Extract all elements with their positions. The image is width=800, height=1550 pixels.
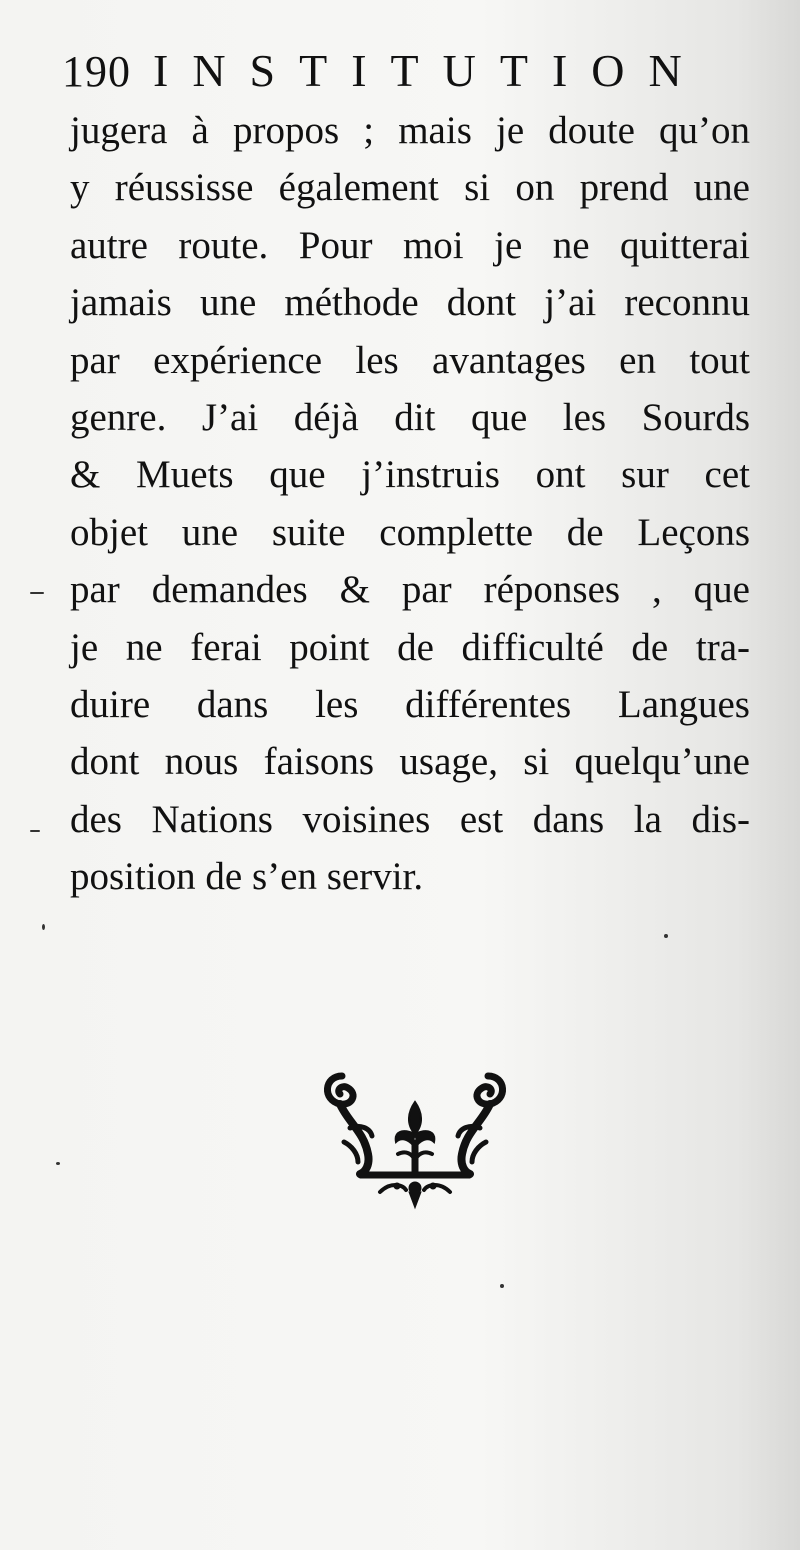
text-line: & Muets que j’instruis ont sur cet [70,453,750,497]
text-line: duire dans les différentes Langues [70,682,750,726]
text-line: y réussisse également si on prend une [70,166,750,210]
text-line: autre route. Pour moi je ne quitterai [70,223,750,267]
running-title: INSTITUTION [153,45,706,96]
page-number: 190 [62,47,131,96]
page-header [62,44,706,104]
text-line: jugera à propos ; mais je doute qu’on [70,109,750,152]
text-line: je ne ferai point de difficulté de tra- [70,625,750,669]
text-line: jamais une méthode dont j’ai reconnu [70,281,750,325]
text-line: objet une suite complette de Leçons [70,510,750,554]
body-text [70,102,750,905]
fleuron-ornament-icon [320,1062,510,1212]
text-line: position de s’en servir. [70,855,424,899]
text-line: dont nous faisons usage, si quelqu’une [70,740,750,784]
text-line: par demandes & par réponses , que [70,568,750,612]
text-line: des Nations voisines est dans la dis- [70,797,750,841]
text-line: genre. J’ai déjà dit que les Sourds [70,395,750,439]
text-line: par expérience les avantages en tout [70,338,750,382]
